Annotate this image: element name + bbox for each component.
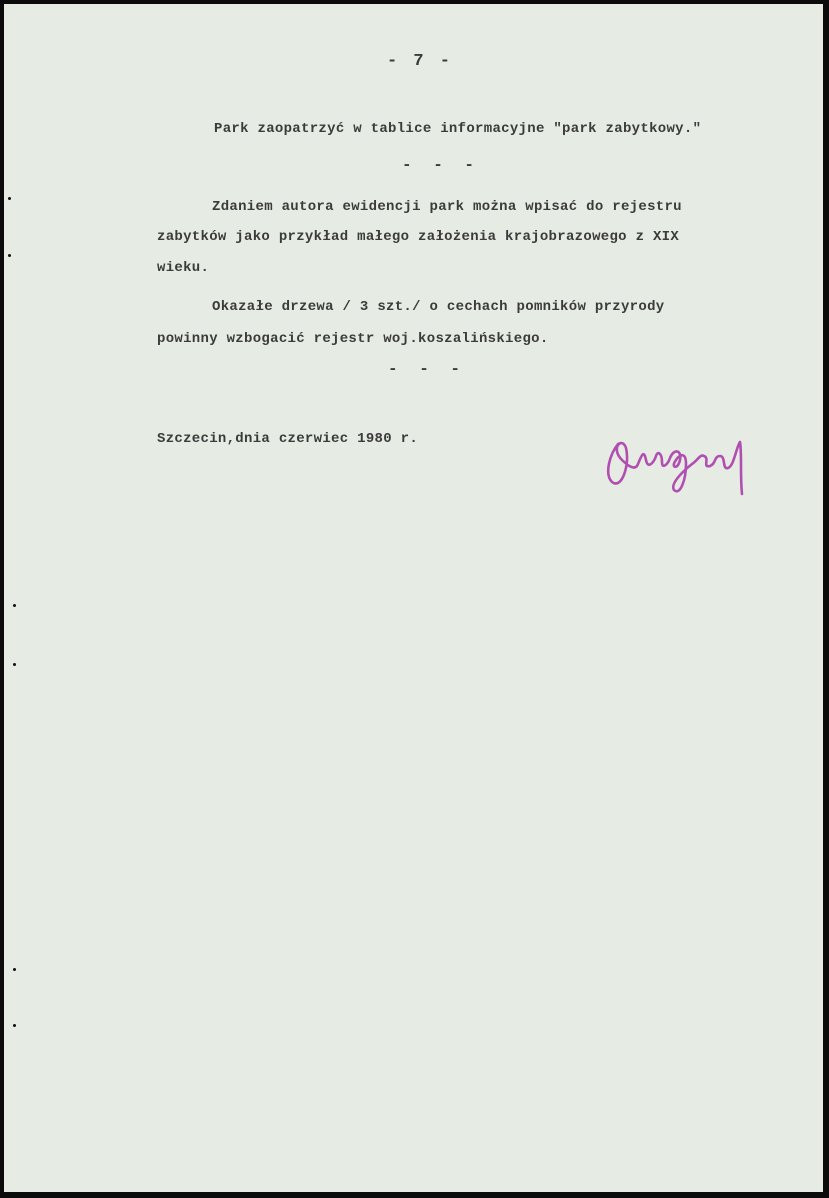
scan-mark bbox=[13, 604, 16, 607]
handwritten-signature bbox=[596, 414, 756, 504]
scan-mark bbox=[13, 1024, 16, 1027]
scan-mark bbox=[13, 663, 16, 666]
scan-mark bbox=[8, 254, 11, 257]
text-line-6: powinny wzbogacić rejestr woj.koszalińskiego. bbox=[157, 331, 549, 347]
text-line-1: Park zaopatrzyć w tablice informacyjne "park zabytkowy." bbox=[214, 121, 702, 137]
section-separator-1: - - - bbox=[402, 156, 481, 174]
text-line-3: zabytków jako przykład małego założenia krajobrazowego z XIX bbox=[157, 229, 680, 245]
place-date-line: Szczecin,dnia czerwiec 1980 r. bbox=[157, 431, 419, 447]
scan-mark bbox=[13, 968, 16, 971]
page-number: - 7 - bbox=[387, 52, 454, 71]
section-separator-2: - - - bbox=[388, 360, 467, 378]
scan-mark bbox=[8, 197, 11, 200]
text-line-5: Okazałe drzewa / 3 szt./ o cechach pomników przyrody bbox=[212, 299, 665, 315]
text-line-2: Zdaniem autora ewidencji park można wpisać do rejestru bbox=[212, 199, 682, 215]
text-line-4: wieku. bbox=[157, 260, 210, 276]
document-page bbox=[4, 4, 823, 1192]
